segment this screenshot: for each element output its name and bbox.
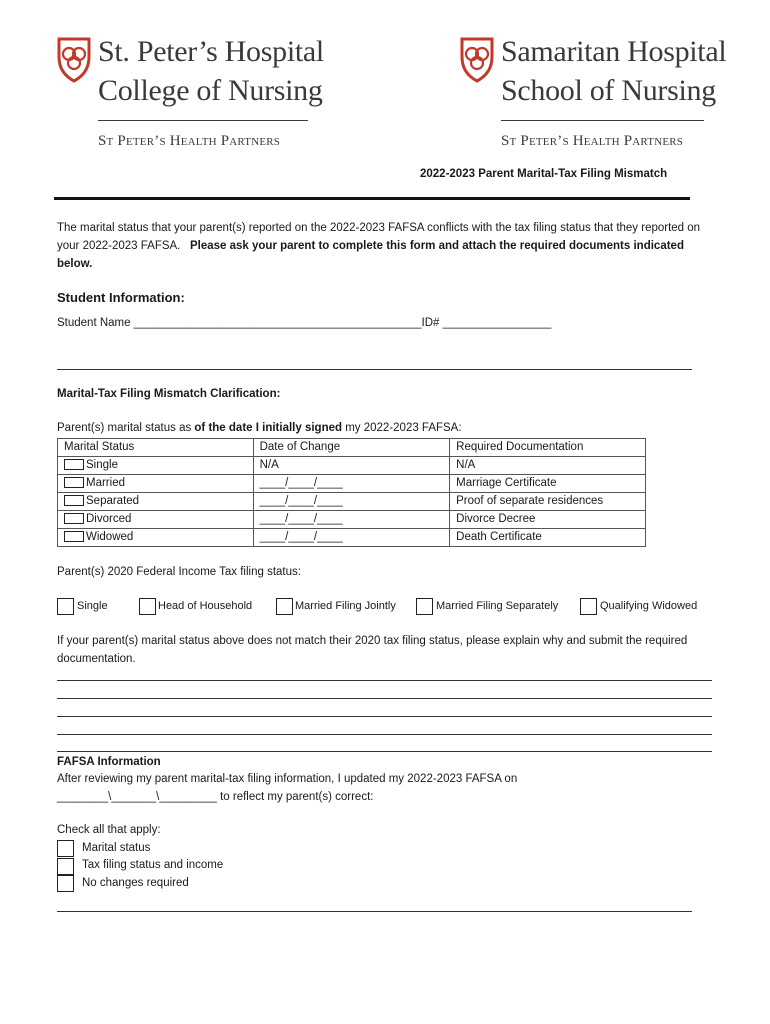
doc-cell: Marriage Certificate bbox=[450, 475, 646, 493]
intro-paragraph bbox=[57, 219, 717, 273]
status-cell bbox=[58, 511, 254, 529]
explanation-line[interactable] bbox=[57, 734, 712, 735]
explanation-line[interactable] bbox=[57, 680, 712, 681]
date-cell[interactable]: ____/____/____ bbox=[253, 529, 450, 547]
marital-prompt bbox=[57, 422, 462, 434]
status-cell bbox=[58, 493, 254, 511]
tax-qualifying-widowed-label: Qualifying Widowed bbox=[600, 600, 698, 612]
tax-married-jointly-checkbox[interactable] bbox=[276, 598, 293, 615]
table-row bbox=[58, 457, 646, 475]
tax-married-separately-label: Married Filing Separately bbox=[436, 600, 559, 612]
logo-right-partners: St Peter’s Health Partners bbox=[501, 133, 684, 149]
logo-left-rule bbox=[98, 120, 308, 121]
no-changes-checkbox[interactable] bbox=[57, 875, 74, 892]
status-label: Divorced bbox=[86, 513, 132, 525]
shield-logo-icon bbox=[57, 37, 91, 83]
marital-status-table bbox=[57, 438, 646, 547]
marital-status-checkbox[interactable] bbox=[57, 840, 74, 857]
document-title: 2022-2023 Parent Marital-Tax Filing Mismatch bbox=[420, 168, 668, 180]
table-row bbox=[58, 475, 646, 493]
explanation-line[interactable] bbox=[57, 751, 712, 752]
marital-prompt-end: my 2022-2023 FAFSA: bbox=[342, 422, 462, 434]
marital-prompt-start: Parent(s) marital status as bbox=[57, 422, 195, 434]
header-required-documentation: Required Documentation bbox=[450, 439, 646, 457]
status-label: Widowed bbox=[86, 531, 134, 543]
header-marital-status: Marital Status bbox=[58, 439, 254, 457]
table-row bbox=[58, 529, 646, 547]
married-checkbox[interactable] bbox=[64, 477, 84, 488]
fafsa-heading: FAFSA Information bbox=[57, 756, 161, 768]
explanation-line[interactable] bbox=[57, 716, 712, 717]
doc-cell: N/A bbox=[450, 457, 646, 475]
tax-head-of-household-checkbox[interactable] bbox=[139, 598, 156, 615]
intro-bold-text: Please ask your parent to complete this form and attach the required documents indicated below. bbox=[57, 240, 684, 270]
status-cell bbox=[58, 457, 254, 475]
logo-left-partners: St Peter’s Health Partners bbox=[98, 133, 281, 149]
shield-logo-icon bbox=[460, 37, 494, 83]
table-row bbox=[58, 493, 646, 511]
status-label: Single bbox=[86, 459, 118, 471]
marital-prompt-bold: of the date I initially signed bbox=[194, 422, 343, 434]
table-row bbox=[58, 511, 646, 529]
date-cell[interactable]: ____/____/____ bbox=[253, 493, 450, 511]
status-label: Separated bbox=[86, 495, 140, 507]
logo-right-line2: School of Nursing bbox=[501, 74, 716, 107]
fafsa-date-line[interactable]: ________\_______\_________ to reflect my parent(s) correct: bbox=[57, 791, 374, 803]
divorced-checkbox[interactable] bbox=[64, 513, 84, 524]
tax-filing-status-label: Tax filing status and income bbox=[82, 859, 224, 871]
tax-qualifying-widowed-checkbox[interactable] bbox=[580, 598, 597, 615]
status-cell bbox=[58, 529, 254, 547]
logo-left-line2: College of Nursing bbox=[98, 74, 323, 107]
divider-bottom bbox=[57, 911, 692, 912]
widowed-checkbox[interactable] bbox=[64, 531, 84, 542]
check-prompt: Check all that apply: bbox=[57, 824, 161, 836]
intro-text: The marital status that your parent(s) reported on the 2022-2023 FAFSA conflicts with the tax filing status that they reported on your 2022-2023 FAFSA. bbox=[57, 222, 701, 252]
tax-single-label: Single bbox=[77, 600, 108, 612]
tax-status-prompt: Parent(s) 2020 Federal Income Tax filing status: bbox=[57, 566, 301, 578]
tax-filing-status-checkbox[interactable] bbox=[57, 858, 74, 875]
no-changes-label: No changes required bbox=[82, 877, 189, 889]
date-cell[interactable]: ____/____/____ bbox=[253, 511, 450, 529]
separated-checkbox[interactable] bbox=[64, 495, 84, 506]
logo-left-line1: St. Peter’s Hospital bbox=[98, 35, 324, 68]
tax-head-of-household-label: Head of Household bbox=[158, 600, 253, 612]
student-info-heading: Student Information: bbox=[57, 290, 185, 305]
explanation-line[interactable] bbox=[57, 698, 712, 699]
date-cell[interactable]: ____/____/____ bbox=[253, 475, 450, 493]
single-checkbox[interactable] bbox=[64, 459, 84, 470]
divider-1 bbox=[57, 369, 692, 370]
tax-married-jointly-label: Married Filing Jointly bbox=[295, 600, 396, 612]
logo-right-line1: Samaritan Hospital bbox=[501, 35, 727, 68]
header-date-of-change: Date of Change bbox=[253, 439, 450, 457]
title-rule bbox=[54, 197, 690, 200]
explain-paragraph: If your parent(s) marital status above does not match their 2020 tax filing status, please explain why and submit the required documentation. bbox=[57, 635, 688, 665]
doc-cell: Divorce Decree bbox=[450, 511, 646, 529]
table-header-row bbox=[58, 439, 646, 457]
date-cell: N/A bbox=[253, 457, 450, 475]
tax-married-separately-checkbox[interactable] bbox=[416, 598, 433, 615]
logo-right-rule bbox=[501, 120, 704, 121]
student-name-id-line[interactable]: Student Name _____________________________________________ID# _________________ bbox=[57, 317, 552, 329]
clarification-heading: Marital-Tax Filing Mismatch Clarification: bbox=[57, 388, 281, 400]
doc-cell: Death Certificate bbox=[450, 529, 646, 547]
doc-cell: Proof of separate residences bbox=[450, 493, 646, 511]
tax-single-checkbox[interactable] bbox=[57, 598, 74, 615]
status-label: Married bbox=[86, 477, 125, 489]
status-cell bbox=[58, 475, 254, 493]
marital-status-label: Marital status bbox=[82, 842, 151, 854]
fafsa-line-1: After reviewing my parent marital-tax filing information, I updated my 2022-2023 FAFSA on bbox=[57, 773, 518, 785]
